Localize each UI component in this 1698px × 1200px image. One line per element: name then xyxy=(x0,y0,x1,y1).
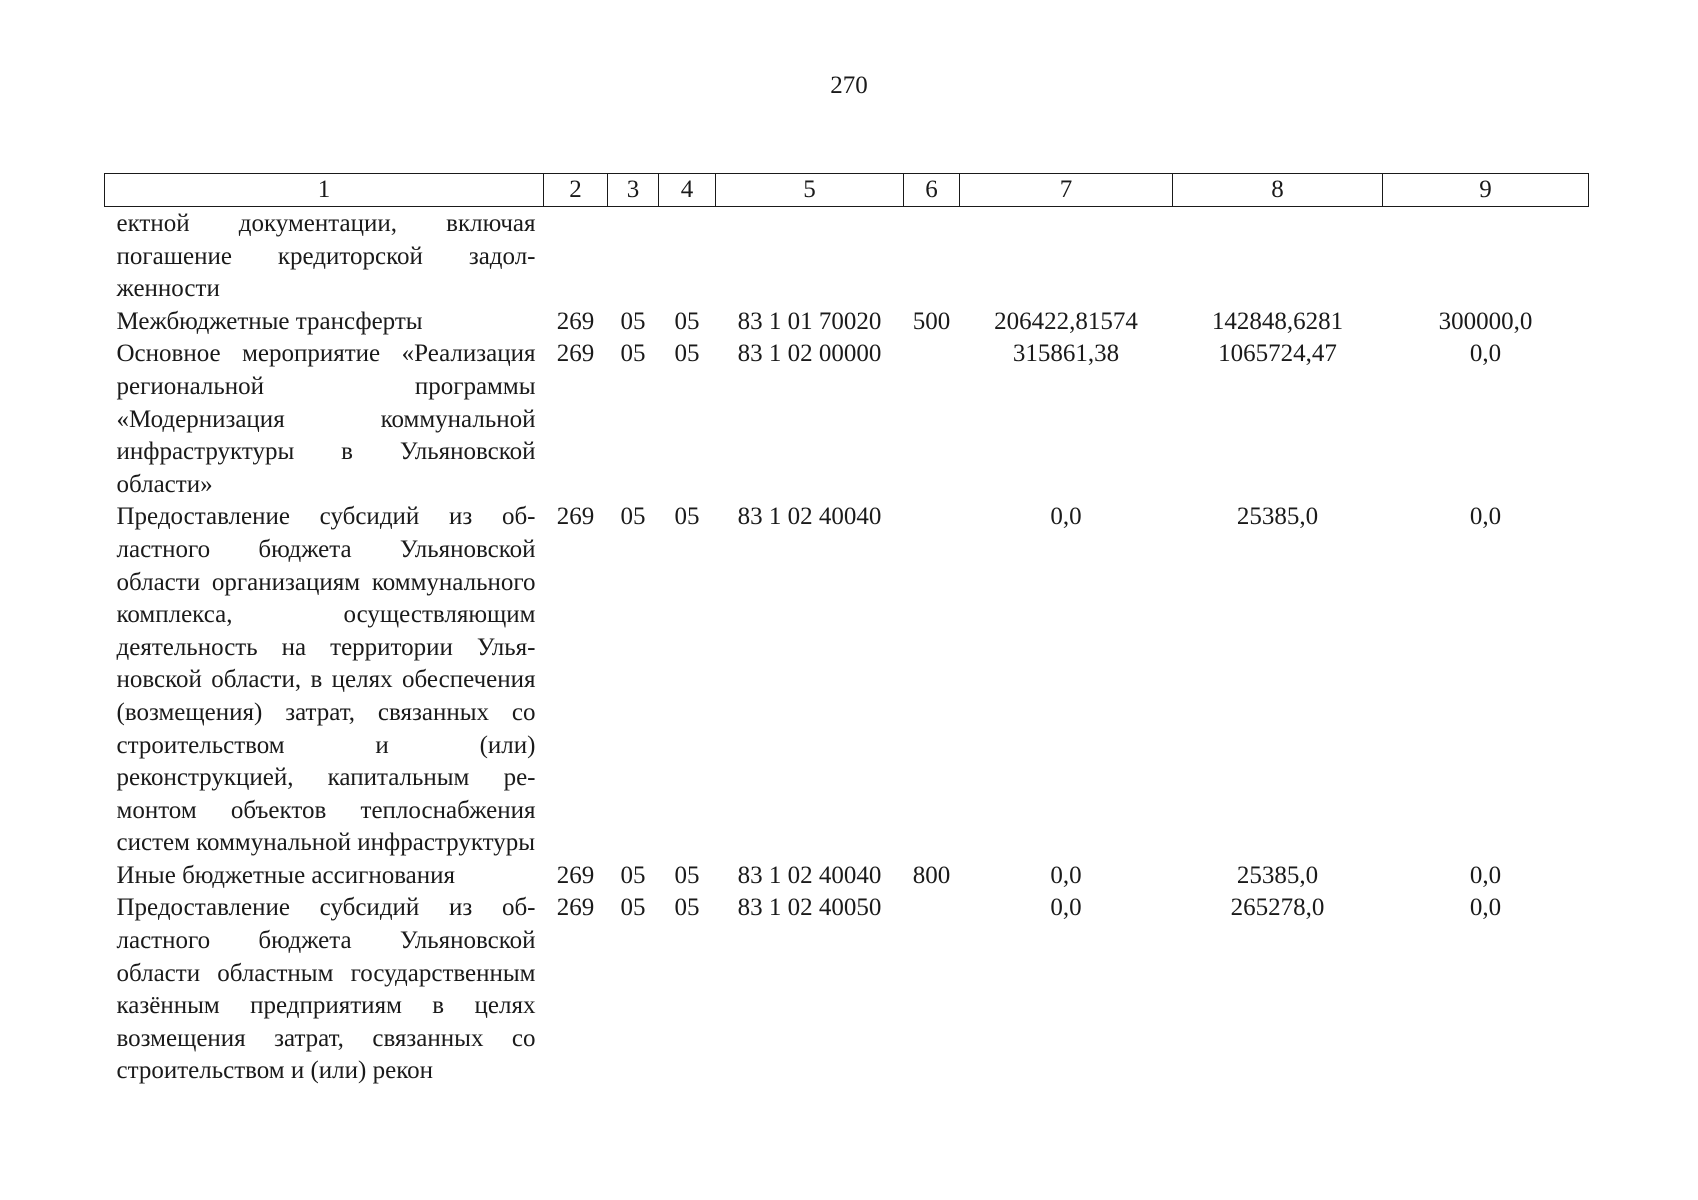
row-expense-type xyxy=(904,207,960,306)
row-value-8: 142848,6281 xyxy=(1211,307,1344,335)
row-subsection: 05 xyxy=(674,340,700,368)
table-row xyxy=(105,338,1589,501)
row-admin-code xyxy=(544,207,608,306)
row-section xyxy=(608,207,659,306)
row-name: Иные бюджетные ассигнования xyxy=(116,861,456,889)
budget-table xyxy=(104,173,1589,1088)
row-value-7: 315861,38 xyxy=(1012,340,1120,368)
row-value-9: 0,0 xyxy=(1469,861,1502,889)
budget-table-container xyxy=(104,173,1588,1088)
row-value-8: 265278,0 xyxy=(1230,894,1325,922)
row-expense-type: 500 xyxy=(912,307,951,335)
row-subsection: 05 xyxy=(674,894,700,922)
row-target-code: 83 1 02 00000 xyxy=(737,340,882,368)
column-header-9: 9 xyxy=(1383,174,1589,207)
row-target-code: 83 1 02 40050 xyxy=(737,894,882,922)
column-header-7: 7 xyxy=(960,174,1173,207)
column-header-2: 2 xyxy=(544,174,608,207)
row-admin-code: 269 xyxy=(556,861,595,889)
row-section: 05 xyxy=(620,340,646,368)
row-admin-code: 269 xyxy=(556,894,595,922)
row-value-7: 0,0 xyxy=(1050,861,1082,889)
column-header-1: 1 xyxy=(105,174,544,207)
row-section: 05 xyxy=(620,307,646,335)
row-value-9: 0,0 xyxy=(1469,894,1502,922)
row-section: 05 xyxy=(620,861,646,889)
row-name: Предоставление субсидий из областного бюджета Ульяновской области организациям коммунального комплекса, осуществляющим деятельность на территории Ульяновской области, в целях обеспечения (возмещения) затрат, связанных со строительством и (или) реконструкцией, капитальным ремонтом объектов теплоснабжения систем коммунальной инфраструктуры xyxy=(116,503,536,857)
column-header-8: 8 xyxy=(1173,174,1383,207)
row-admin-code: 269 xyxy=(556,307,595,335)
table-row xyxy=(105,306,1589,339)
row-target-code: 83 1 02 40040 xyxy=(737,503,882,531)
table-row xyxy=(105,860,1589,893)
row-name: ектной документации, включая погашение кредиторской задолженности xyxy=(116,210,536,303)
row-value-8 xyxy=(1173,207,1383,306)
row-target-code: 83 1 02 40040 xyxy=(737,861,882,889)
row-value-8: 25385,0 xyxy=(1236,861,1319,889)
row-value-7: 0,0 xyxy=(1050,894,1082,922)
column-header-6: 6 xyxy=(904,174,960,207)
table-body xyxy=(105,207,1589,1089)
table-row xyxy=(105,207,1589,306)
row-value-8: 25385,0 xyxy=(1236,503,1319,531)
row-target-code: 83 1 01 70020 xyxy=(737,307,882,335)
table-row xyxy=(105,501,1589,860)
row-section: 05 xyxy=(620,894,646,922)
row-admin-code: 269 xyxy=(556,503,595,531)
row-admin-code: 269 xyxy=(556,340,595,368)
row-value-8: 1065724,47 xyxy=(1218,340,1337,368)
row-value-9: 0,0 xyxy=(1469,503,1502,531)
row-section: 05 xyxy=(620,503,646,531)
column-header-4: 4 xyxy=(659,174,716,207)
row-value-7: 0,0 xyxy=(1050,503,1082,531)
column-header-3: 3 xyxy=(608,174,659,207)
row-target-code xyxy=(716,207,904,306)
row-subsection: 05 xyxy=(674,307,700,335)
row-expense-type xyxy=(904,892,960,1088)
row-name: Предоставление субсидий из областного бюджета Ульяновской области областным государственным казённым предприятиям в целях возмещения затрат, связанных со строительством и (или) рекон xyxy=(116,894,536,1085)
row-expense-type xyxy=(904,501,960,860)
row-name: Межбюджетные трансферты xyxy=(116,307,423,335)
row-expense-type xyxy=(904,338,960,501)
row-value-9: 0,0 xyxy=(1469,340,1502,368)
table-header xyxy=(105,174,1589,207)
row-value-9 xyxy=(1383,207,1589,306)
row-subsection: 05 xyxy=(674,861,700,889)
row-value-7: 206422,81574 xyxy=(994,307,1138,335)
row-name: Основное мероприятие «Реализация региональной программы «Модернизация коммунальной инфраструктуры в Ульяновской области» xyxy=(116,340,536,498)
row-subsection xyxy=(659,207,716,306)
table-row xyxy=(105,892,1589,1088)
row-subsection: 05 xyxy=(674,503,700,531)
row-value-9: 300000,0 xyxy=(1438,307,1533,335)
page-number: 270 xyxy=(830,72,868,99)
column-header-5: 5 xyxy=(716,174,904,207)
header-row xyxy=(105,174,1589,207)
row-expense-type: 800 xyxy=(912,861,951,889)
row-value-7 xyxy=(960,207,1173,306)
